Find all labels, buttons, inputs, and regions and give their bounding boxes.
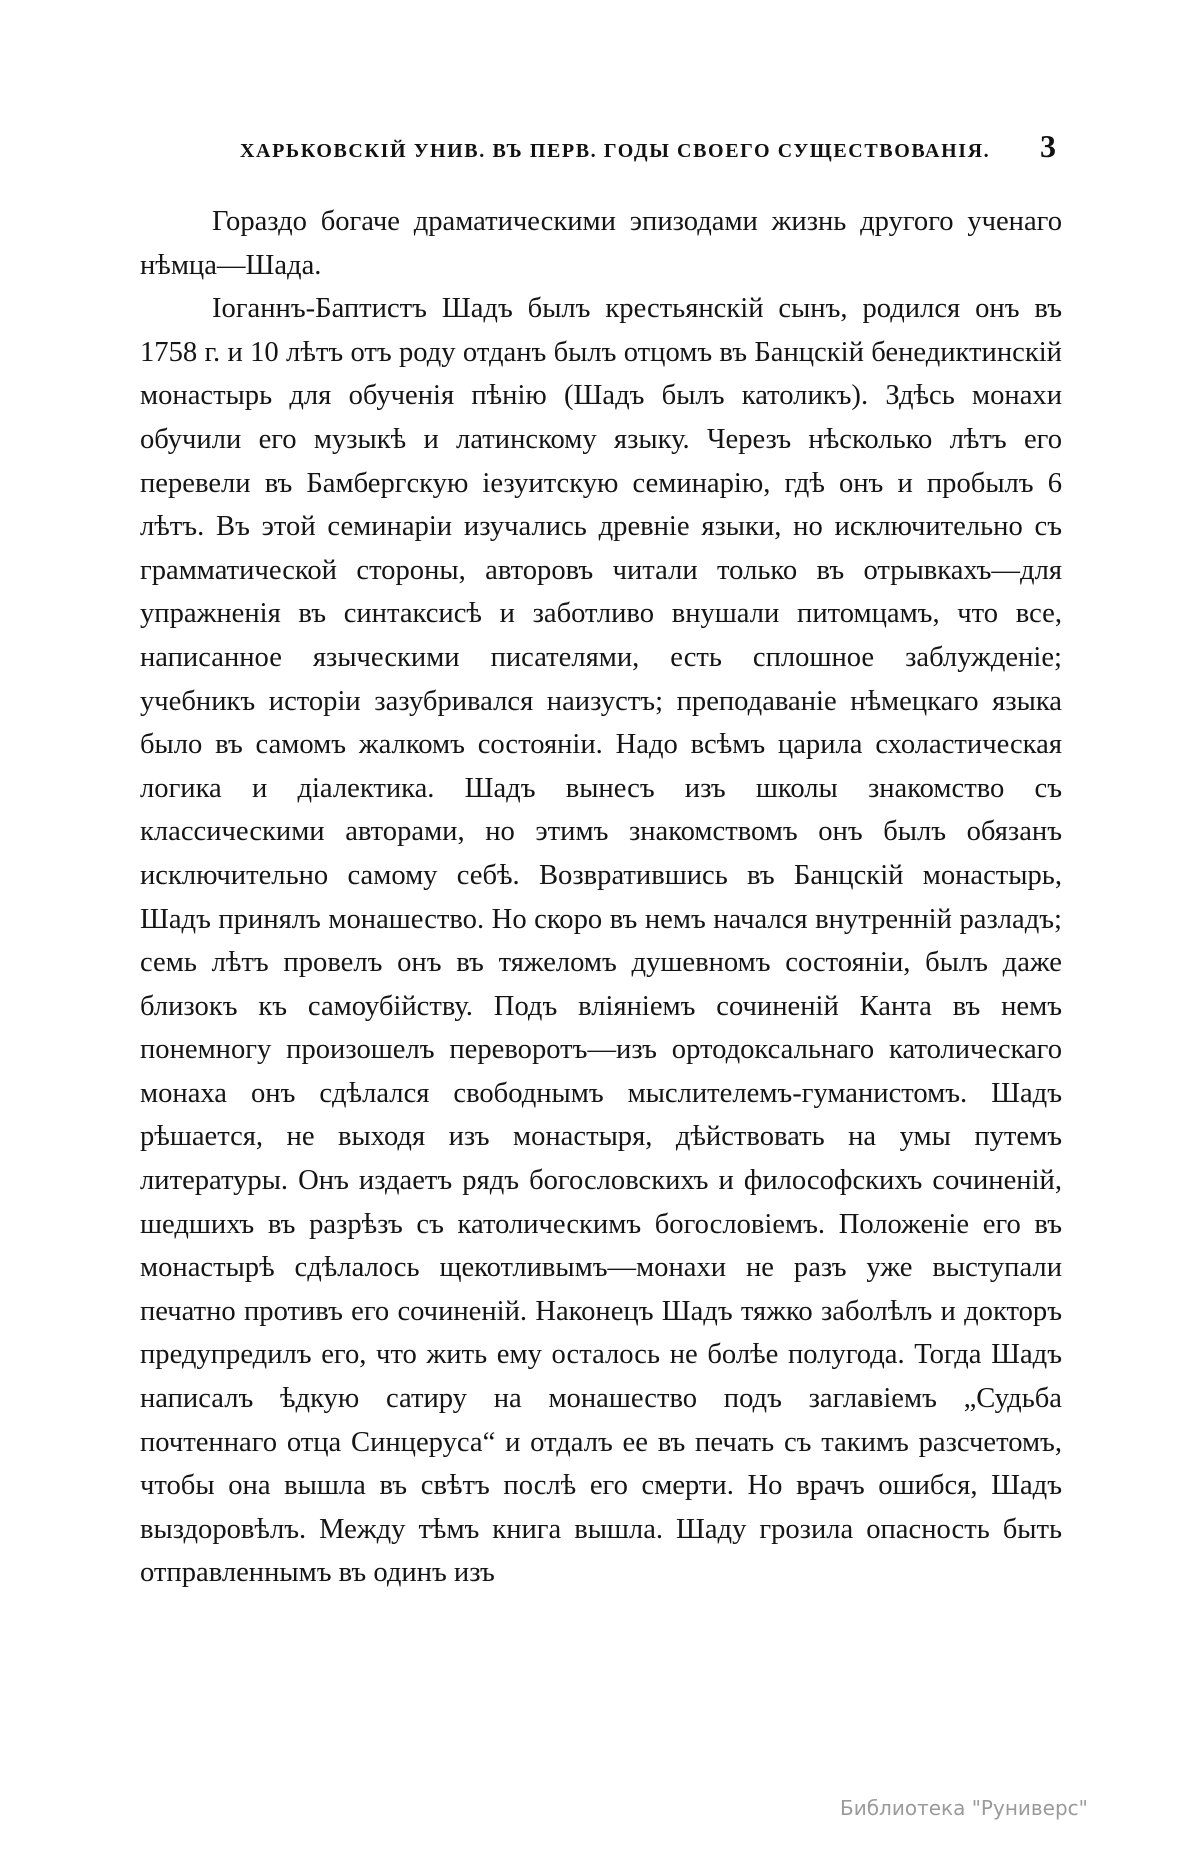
library-watermark: Библиотека "Руниверс" <box>840 1796 1088 1820</box>
page-number: 3 <box>1040 128 1056 164</box>
paragraph-1: Гораздо богаче драматическими эпизодами жизнь другого ученаго нѣмца—Шада. <box>140 206 1062 281</box>
paragraph-2: Іоганнъ-Баптистъ Шадъ былъ крестьянскій сынъ, родился онъ въ 1758 г. и 10 лѣтъ отъ роду отданъ былъ отцомъ въ Банцскій бенедиктинскій монастырь для обученія пѣнію (Шадъ былъ католикъ). Здѣсь монахи обучили его музыкѣ и латинскому языку. Черезъ нѣсколько лѣтъ его перевели въ Бамбергскую іезуитскую семинарію, гдѣ онъ и пробылъ 6 лѣтъ. Въ этой семинаріи изучались древніе языки, но исключительно съ грамматической стороны, авторовъ читали только въ отрывкахъ—для упражненія въ синтаксисѣ и заботливо внушали питомцамъ, что все, написанное языческими писателями, есть сплошное заблужденіе; учебникъ исторіи зазубривался наизустъ; преподаваніе нѣмецкаго языка было въ самомъ жалкомъ состояніи. Надо всѣмъ царила схоластическая логика и діалектика. Шадъ вынесъ изъ школы знакомство съ классическими авторами, но этимъ знакомствомъ онъ былъ обязанъ исключительно самому себѣ. Возвратившись въ Банцскій монастырь, Шадъ принялъ монашество. Но скоро въ немъ начался внутренній разладъ; семь лѣтъ провелъ онъ въ тяжеломъ душевномъ состояніи, былъ даже близокъ къ самоубійству. Подъ вліяніемъ сочиненій Канта въ немъ понемногу произошелъ переворотъ—изъ ортодоксальнаго католическаго монаха онъ сдѣлался свободнымъ мыслителемъ-гуманистомъ. Шадъ рѣшается, не выходя изъ монастыря, дѣйствовать на умы путемъ литературы. Онъ издаетъ рядъ богословскихъ и философскихъ сочиненій, шедшихъ въ разрѣзъ съ католическимъ богословіемъ. Положеніе его въ монастырѣ сдѣлалось щекотливымъ—монахи не разъ уже выступали печатно противъ его сочиненій. Наконецъ Шадъ тяжко заболѣлъ и докторъ предупредилъ его, что жить ему осталось не болѣе полугода. Тогда Шадъ написалъ ѣдкую сатиру на монашество подъ заглавіемъ „Судьба почтеннаго отца Синцеруса“ и отдалъ ее въ печать съ такимъ разсчетомъ, чтобы она вышла въ свѣтъ послѣ его смерти. Но врачъ ошибся, Шадъ выздоровѣлъ. Между тѣмъ книга вышла. Шаду грозила опасность быть отправленнымъ въ одинъ изъ <box>140 293 1062 1589</box>
body-text <box>140 200 1062 1595</box>
running-title: ХАРЬКОВСКІЙ УНИВ. ВЪ ПЕРВ. ГОДЫ СВОЕГО СУЩЕСТВОВАНІЯ. <box>240 140 991 162</box>
